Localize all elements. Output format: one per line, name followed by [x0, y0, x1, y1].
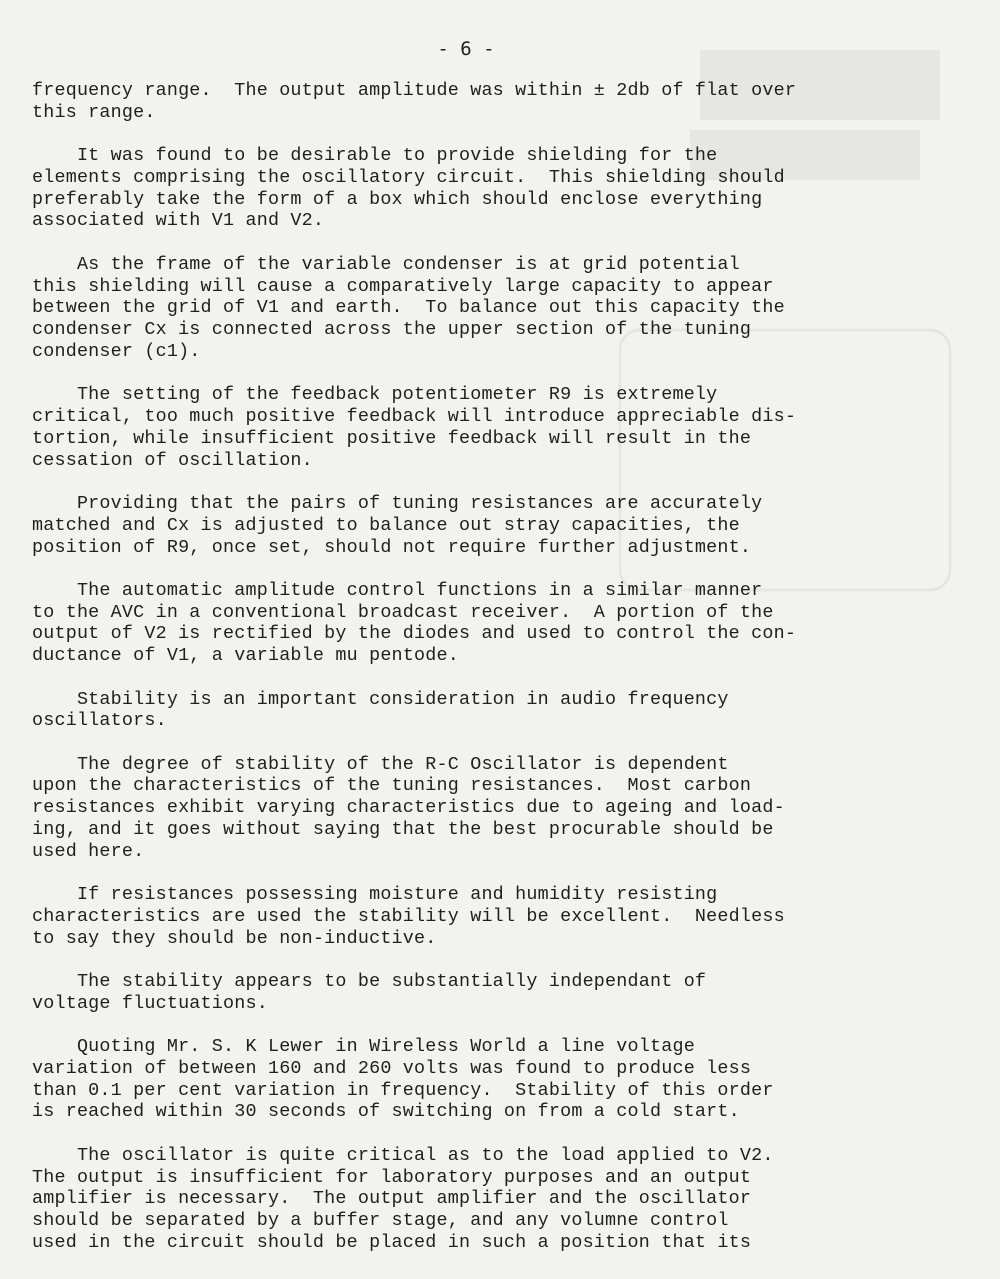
text-line: to say they should be non-inductive. — [32, 927, 437, 949]
text-line: than 0.1 per cent variation in frequency. Stability of this order — [32, 1079, 774, 1101]
page-number: - 6 - — [437, 38, 495, 60]
text-line: position of R9, once set, should not require further adjustment. — [32, 536, 752, 558]
text-line: amplifier is necessary. The output amplifier and the oscillator — [32, 1188, 752, 1210]
text-line: upon the characteristics of the tuning resistances. Most carbon — [32, 775, 752, 797]
text-line: this range. — [32, 101, 156, 123]
text-line: this shielding will cause a comparatively large capacity to appear — [32, 275, 774, 297]
paragraph — [32, 580, 962, 667]
text-line: voltage fluctuations. — [32, 992, 268, 1014]
text-line: used here. — [32, 840, 145, 862]
text-line: Stability is an important consideration in audio frequency — [32, 688, 729, 710]
paragraph — [32, 754, 962, 863]
text-line: The automatic amplitude control functions in a similar manner — [32, 579, 763, 601]
text-line: The oscillator is quite critical as to the load applied to V2. — [32, 1144, 774, 1166]
text-line: Providing that the pairs of tuning resistances are accurately — [32, 492, 763, 514]
text-line: condenser (c1). — [32, 340, 201, 362]
text-line: used in the circuit should be placed in such a position that its — [32, 1231, 752, 1253]
text-line: preferably take the form of a box which should enclose everything — [32, 188, 763, 210]
text-line: The stability appears to be substantially independant of — [32, 971, 707, 992]
text-line: variation of between 160 and 260 volts was found to produce less — [32, 1057, 752, 1079]
text-line: condenser Cx is connected across the upper section of the tuning — [32, 319, 752, 341]
paragraph — [32, 145, 962, 232]
text-line: cessation of oscillation. — [32, 449, 313, 471]
text-line: ductance of V1, a variable mu pentode. — [32, 645, 459, 667]
text-line: output of V2 is rectified by the diodes and used to control the con- — [32, 623, 797, 645]
text-line: The degree of stability of the R-C Oscillator is dependent — [32, 753, 729, 775]
text-line: tortion, while insufficient positive feedback will result in the — [32, 427, 752, 449]
paragraph — [32, 971, 962, 1015]
text-line: oscillators. — [32, 710, 167, 732]
text-line: frequency range. The output amplitude was within ± 2db of flat over — [32, 80, 797, 101]
paragraph — [32, 493, 962, 558]
text-line: should be separated by a buffer stage, and any volumne control — [32, 1210, 729, 1232]
text-line: The setting of the feedback potentiometer R9 is extremely — [32, 384, 718, 406]
paragraph — [32, 80, 962, 124]
text-line: The output is insufficient for laboratory purposes and an output — [32, 1166, 752, 1188]
text-line: is reached within 30 seconds of switching on from a cold start. — [32, 1101, 740, 1123]
paragraph — [32, 1036, 962, 1123]
text-line: to the AVC in a conventional broadcast receiver. A portion of the — [32, 601, 774, 623]
text-line: ing, and it goes without saying that the best procurable should be — [32, 819, 774, 841]
paragraph — [32, 689, 962, 733]
text-line: associated with V1 and V2. — [32, 210, 325, 232]
paragraph — [32, 1145, 962, 1254]
paragraph — [32, 254, 962, 363]
text-line: elements comprising the oscillatory circuit. This shielding should — [32, 166, 785, 188]
document-body — [32, 80, 962, 1275]
text-line: resistances exhibit varying characteristics due to ageing and load- — [32, 797, 785, 819]
text-line: Quoting Mr. S. K Lewer in Wireless World a line voltage — [32, 1036, 695, 1058]
paragraph — [32, 384, 962, 471]
text-line: critical, too much positive feedback will introduce appreciable dis- — [32, 406, 797, 428]
text-line: If resistances possessing moisture and humidity resisting — [32, 884, 718, 906]
text-line: characteristics are used the stability will be excellent. Needless — [32, 905, 785, 927]
paragraph — [32, 884, 962, 949]
text-line: matched and Cx is adjusted to balance out stray capacities, the — [32, 514, 740, 536]
text-line: As the frame of the variable condenser is at grid potential — [32, 253, 740, 275]
text-line: It was found to be desirable to provide shielding for the — [32, 145, 718, 167]
text-line: between the grid of V1 and earth. To balance out this capacity the — [32, 297, 785, 319]
